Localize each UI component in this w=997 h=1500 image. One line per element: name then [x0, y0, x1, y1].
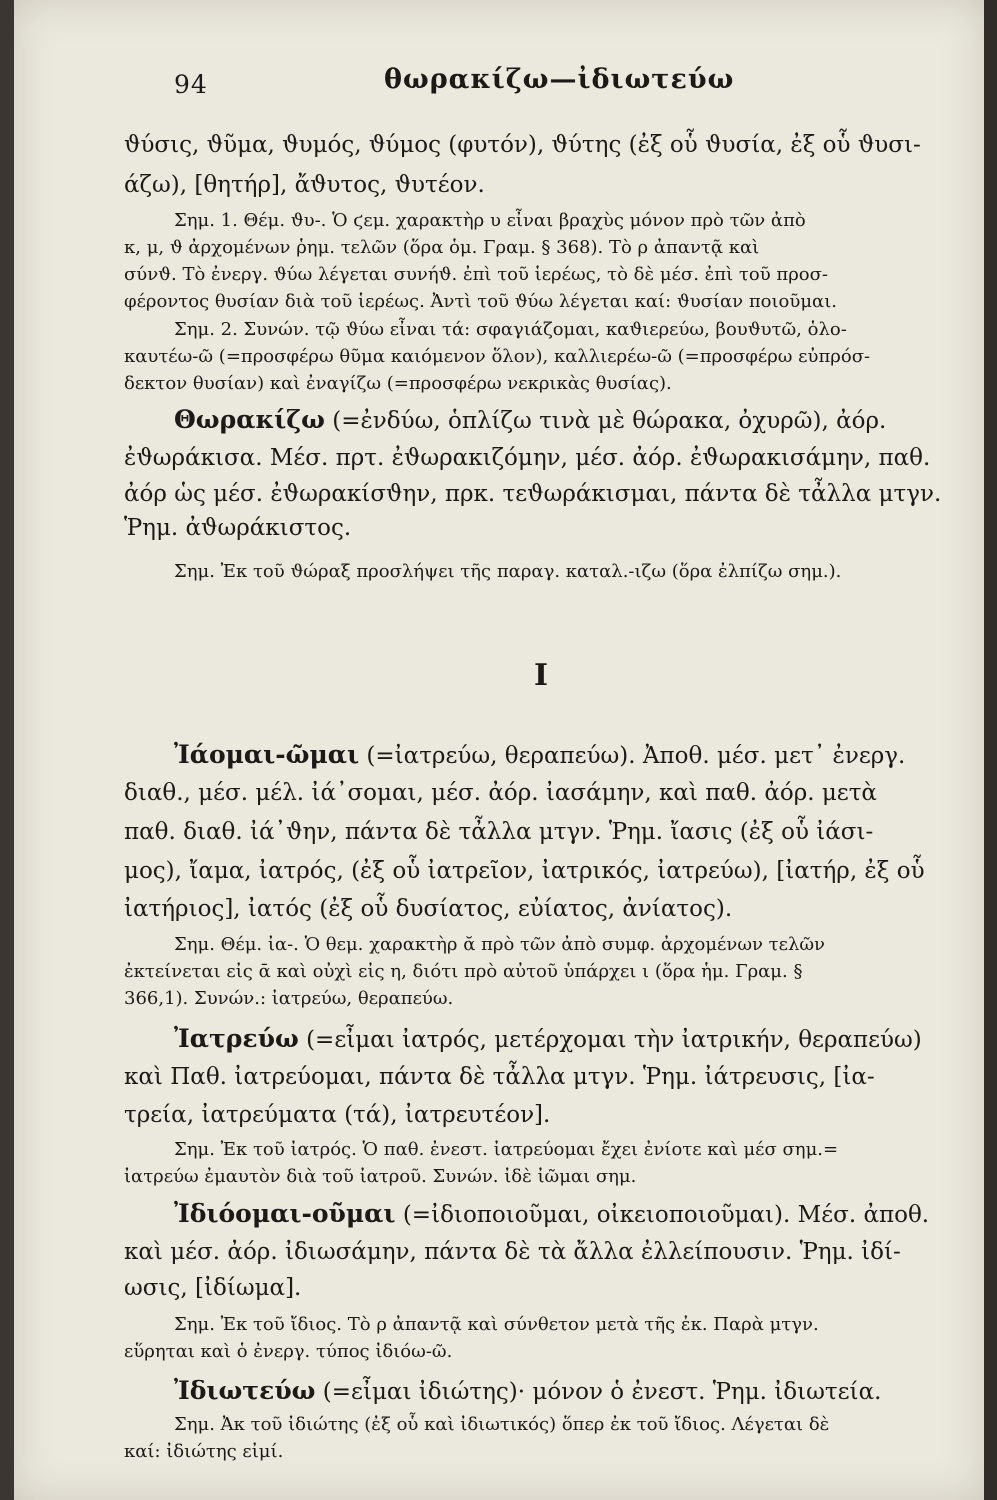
entry-line [174, 1024, 922, 1055]
entry-line [174, 405, 886, 436]
text-line: Ῥημ. ἀϑωράκιστος. [124, 515, 352, 541]
note-line: Σημ. Ἐκ τοῦ ϑώραξ προσλήψει τῆς παραγ. καταλ.-ιζω (ὅρα ἐλπίζω σημ.). [174, 561, 842, 582]
text-line: ωσις, [ἰδίωμα]. [124, 1275, 302, 1301]
running-title: θωρακίζω—ἰδιωτεύω [384, 64, 735, 95]
entry-text: (=εἶμαι ἰατρός, μετέρχομαι τὴν ἰατρικήν, θεραπεύω) [298, 1027, 922, 1053]
note-line: ἰατρεύω ἐμαυτὸν διὰ τοῦ ἰατροῦ. Συνών. ἰδὲ ἰῶμαι σημ. [124, 1166, 637, 1187]
entry-line [174, 740, 905, 771]
entry-text: (=ἰατρεύω, θεραπεύω). Ἀποθ. μέσ. μετ᾽ ἐνεργ. [359, 743, 906, 769]
text-line: ἀόρ ὡς μέσ. ἐϑωρακίσϑην, πρκ. τεϑωράκισμαι, πάντα δὲ τἆλλα μτγν. [124, 481, 942, 507]
note-line: φέροντος θυσίαν διὰ τοῦ ἱερέως. Ἀντὶ τοῦ ϑύω λέγεται καί: ϑυσίαν ποιοῦμαι. [124, 291, 837, 312]
entry-text: (=ἰδιοποιοῦμαι, οἰκειοποιοῦμαι). Μέσ. ἀποθ. [395, 1202, 930, 1228]
text-line: μος), ἴαμα, ἰατρός, (ἐξ οὗ ἰατρεῖον, ἰατρικός, ἰατρεύω), [ἰατήρ, ἐξ οὗ [124, 858, 925, 884]
note-line: Σημ. 1. Θέμ. ϑυ-. Ὁ ϛεμ. χαρακτὴρ υ εἶναι βραχὺς μόνον πρὸ τῶν ἀπὸ [174, 210, 806, 231]
entry-text: (=ἐνδύω, ὁπλίζω τινὰ μὲ θώρακα, ὀχυρῶ), ἀόρ. [324, 408, 887, 434]
lemma: Ἰδιωτεύω [174, 1376, 316, 1405]
note-line: καί: ἰδιώτης εἰμί. [124, 1441, 284, 1462]
lemma: Θωρακίζω [174, 405, 325, 434]
text-line: ἰατήριος], ἰατός (ἐξ οὗ δυσίατος, εὐίατος, ἀνίατος). [124, 896, 733, 922]
note-line: ἐκτείνεται εἰς ᾱ καὶ οὐχὶ εἰς η, διότι πρὸ αὐτοῦ ὑπάρχει ι (ὅρα ἡμ. Γραμ. § [124, 961, 803, 982]
page-edge-left [0, 0, 14, 1500]
page-edge-right [984, 0, 997, 1500]
lemma: Ἰατρεύω [174, 1024, 299, 1053]
text-line: ἐϑωράκισα. Μέσ. πρτ. ἐϑωρακιζόμην, μέσ. ἀόρ. ἐϑωρακισάμην, παθ. [124, 445, 931, 471]
entry-line [174, 1199, 929, 1230]
text-line: καὶ Παθ. ἰατρεύομαι, πάντα δὲ τἆλλα μτγν. Ῥημ. ἰάτρευσις, [ἰα- [124, 1064, 875, 1090]
entry-line [174, 1376, 881, 1407]
note-line: καυτέω-ῶ (=προσφέρω θῦμα καιόμενον ὅλον), καλλιερέω-ῶ (=προσφέρω εὐπρόσ- [124, 346, 871, 367]
note-line: 366,1). Συνών.: ἰατρεύω, θεραπεύω. [124, 988, 454, 1009]
lemma: Ἰδιόομαι-οῦμαι [174, 1199, 396, 1228]
text-line: ϑύσις, ϑῦμα, ϑυμός, ϑύμος (φυτόν), ϑύτης (ἐξ οὗ ϑυσία, ἐξ οὗ ϑυσι- [124, 132, 921, 158]
note-line: σύνϑ. Τὸ ἐνεργ. ϑύω λέγεται συνήϑ. ἐπὶ τοῦ ἱερέως, τὸ δὲ μέσ. ἐπὶ τοῦ προσ- [124, 264, 828, 285]
note-line: Σημ. Ἀκ τοῦ ἰδιώτης (ἐξ οὗ καὶ ἰδιωτικός) ὅπερ ἐκ τοῦ ἴδιος. Λέγεται δὲ [174, 1414, 830, 1435]
text-line: διαθ., μέσ. μέλ. ἰά᾽σομαι, μέσ. ἀόρ. ἰασάμην, καὶ παθ. ἀόρ. μετὰ [124, 780, 877, 806]
lemma: Ἰάομαι-ῶμαι [174, 740, 360, 769]
note-line: Σημ. Ἐκ τοῦ ἰατρός. Ὁ παθ. ἐνεστ. ἰατρεύομαι ἔχει ἐνίοτε καὶ μέσ σημ.= [174, 1139, 839, 1160]
dictionary-page [14, 0, 984, 1500]
section-letter: Ι [534, 658, 549, 693]
note-line: Σημ. Θέμ. ἰα-. Ὁ θεμ. χαρακτὴρ ᾰ πρὸ τῶν ἀπὸ συμφ. ἀρχομένων τελῶν [174, 934, 825, 955]
note-line: δεκτον θυσίαν) καὶ ἐναγίζω (=προσφέρω νεκρικὰς θυσίας). [124, 373, 672, 394]
page-number: 94 [174, 70, 208, 99]
note-line: κ, μ, ϑ ἀρχομένων ῥημ. τελῶν (ὅρα ὁμ. Γραμ. § 368). Τὸ ρ ἀπαντᾷ καὶ [124, 237, 760, 258]
text-line: άζω), [θητήρ], ἄϑυτος, ϑυτέον. [124, 172, 485, 198]
text-line: παθ. διαθ. ἰά᾽ϑην, πάντα δὲ τἆλλα μτγν. Ῥημ. ἴασις (ἐξ οὗ ἰάσι- [124, 819, 874, 845]
text-line: καὶ μέσ. ἀόρ. ἰδιωσάμην, πάντα δὲ τὰ ἄλλα ἐλλείπουσιν. Ῥημ. ἰδί- [124, 1239, 901, 1265]
entry-text: (=εἶμαι ἰδιώτης)· μόνον ὁ ἐνεστ. Ῥημ. ἰδιωτεία. [315, 1379, 882, 1405]
note-line: Σημ. Ἐκ τοῦ ἴδιος. Τὸ ρ ἀπαντᾷ καὶ σύνθετον μετὰ τῆς ἐκ. Παρὰ μτγν. [174, 1314, 819, 1335]
note-line: εὕρηται καὶ ὁ ἐνεργ. τύπος ἰδιόω-ῶ. [124, 1341, 453, 1362]
note-line: Σημ. 2. Συνών. τῷ ϑύω εἶναι τά: σφαγιάζομαι, καϑιερεύω, βουϑυτῶ, ὁλο- [174, 319, 847, 340]
text-line: τρεία, ἰατρεύματα (τά), ἰατρευτέον]. [124, 1102, 551, 1128]
